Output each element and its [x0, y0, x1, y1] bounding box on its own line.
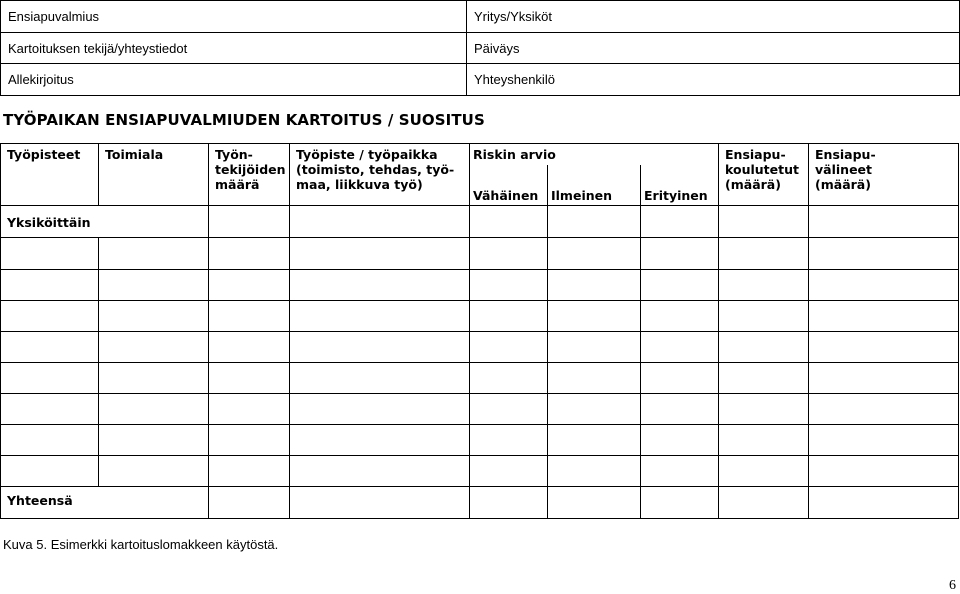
table-cell[interactable]	[209, 487, 290, 519]
table-cell[interactable]	[641, 425, 719, 456]
header-erityinen: Erityinen	[641, 165, 719, 206]
header-row	[1, 144, 959, 165]
table-cell[interactable]	[209, 332, 290, 363]
field-yhteyshenkilo[interactable]: Yhteyshenkilö	[467, 63, 959, 94]
table-cell[interactable]	[290, 456, 470, 487]
table-cell[interactable]	[809, 301, 959, 332]
header-toimiala: Toimiala	[99, 144, 209, 206]
table-cell[interactable]	[548, 301, 641, 332]
info-right-column	[467, 1, 959, 95]
table-cell[interactable]	[548, 332, 641, 363]
table-cell[interactable]	[290, 487, 470, 519]
field-kartoituksen-tekija[interactable]: Kartoituksen tekijä/yhteystiedot	[1, 32, 466, 63]
field-paivays[interactable]: Päiväys	[467, 32, 959, 63]
table-cell[interactable]	[99, 456, 209, 487]
table-cell[interactable]	[209, 270, 290, 301]
table-cell[interactable]	[99, 394, 209, 425]
table-cell[interactable]	[209, 456, 290, 487]
total-row	[1, 487, 959, 519]
table-cell[interactable]	[548, 487, 641, 519]
table-row	[1, 332, 959, 363]
table-cell[interactable]	[548, 425, 641, 456]
table-cell[interactable]	[548, 394, 641, 425]
page-title: TYÖPAIKAN ENSIAPUVALMIUDEN KARTOITUS / SUOSITUS	[3, 111, 485, 129]
total-label: Yhteensä	[1, 487, 209, 519]
table-cell[interactable]	[1, 238, 99, 270]
table-cell[interactable]	[470, 425, 548, 456]
table-cell[interactable]	[99, 301, 209, 332]
table-cell[interactable]	[290, 363, 470, 394]
survey-table	[0, 143, 959, 519]
header-ensiapuvalineet: Ensiapu- välineet (määrä)	[809, 144, 959, 206]
table-cell[interactable]	[1, 456, 99, 487]
table-cell[interactable]	[1, 394, 99, 425]
table-cell[interactable]	[719, 487, 809, 519]
table-cell[interactable]	[1, 301, 99, 332]
table-cell[interactable]	[641, 363, 719, 394]
table-cell[interactable]	[809, 425, 959, 456]
table-row	[1, 425, 959, 456]
table-cell[interactable]	[290, 301, 470, 332]
table-cell[interactable]	[1, 332, 99, 363]
table-cell[interactable]	[809, 363, 959, 394]
table-cell[interactable]	[719, 363, 809, 394]
table-cell[interactable]	[641, 270, 719, 301]
table-cell[interactable]	[290, 425, 470, 456]
page-number: 6	[949, 578, 956, 593]
table-row	[1, 238, 959, 270]
table-cell[interactable]	[209, 425, 290, 456]
table-cell[interactable]	[99, 363, 209, 394]
field-ensiapuvalmius[interactable]: Ensiapuvalmius	[8, 9, 100, 24]
table-cell[interactable]	[209, 238, 290, 270]
table-cell[interactable]	[809, 394, 959, 425]
table-cell[interactable]	[99, 332, 209, 363]
table-row	[1, 301, 959, 332]
table-cell[interactable]	[470, 301, 548, 332]
table-cell[interactable]	[1, 363, 99, 394]
table-cell[interactable]	[719, 206, 809, 238]
table-cell[interactable]	[470, 394, 548, 425]
table-cell[interactable]	[641, 206, 719, 238]
table-cell[interactable]	[809, 206, 959, 238]
field-yritys[interactable]: Yritys/Yksiköt	[474, 9, 553, 24]
table-cell[interactable]	[719, 332, 809, 363]
table-cell[interactable]	[1, 270, 99, 301]
header-ilmeinen: Ilmeinen	[548, 165, 641, 206]
table-cell[interactable]	[641, 301, 719, 332]
table-cell[interactable]	[470, 332, 548, 363]
table-cell[interactable]	[99, 238, 209, 270]
table-cell[interactable]	[548, 456, 641, 487]
figure-caption: Kuva 5. Esimerkki kartoituslomakkeen käytöstä.	[3, 537, 279, 552]
table-cell[interactable]	[641, 394, 719, 425]
header-ensiapukoulutetut: Ensiapu- koulutetut (määrä)	[719, 144, 809, 206]
table-cell[interactable]	[470, 270, 548, 301]
field-allekirjoitus[interactable]: Allekirjoitus	[1, 63, 466, 94]
table-cell[interactable]	[470, 363, 548, 394]
table-cell[interactable]	[290, 394, 470, 425]
table-cell[interactable]	[99, 270, 209, 301]
table-cell[interactable]	[290, 206, 470, 238]
table-cell[interactable]	[641, 456, 719, 487]
table-cell[interactable]	[641, 487, 719, 519]
table-cell[interactable]	[209, 206, 290, 238]
table-cell[interactable]	[290, 238, 470, 270]
table-cell[interactable]	[809, 332, 959, 363]
header-tyopiste: Työpiste / työpaikka (toimisto, tehdas, työ- maa, liikkuva työ)	[290, 144, 470, 206]
header-vahainen: Vähäinen	[470, 165, 548, 206]
table-cell[interactable]	[548, 270, 641, 301]
info-left-column	[1, 1, 467, 95]
header-riskin-arvio: Riskin arvio	[470, 144, 719, 165]
table-cell[interactable]	[719, 238, 809, 270]
table-cell[interactable]	[719, 425, 809, 456]
table-cell[interactable]	[719, 456, 809, 487]
table-cell[interactable]	[719, 394, 809, 425]
table-cell[interactable]	[719, 301, 809, 332]
table-cell[interactable]	[470, 238, 548, 270]
header-tyopisteet: Työpisteet	[1, 144, 99, 206]
table-row	[1, 394, 959, 425]
table-cell[interactable]	[209, 363, 290, 394]
header-tyontekijoiden-maara: Työn- tekijöiden määrä	[209, 144, 290, 206]
table-row	[1, 456, 959, 487]
table-cell[interactable]	[290, 332, 470, 363]
table-cell[interactable]	[470, 456, 548, 487]
table-cell[interactable]	[641, 238, 719, 270]
table-cell[interactable]	[809, 238, 959, 270]
table-row	[1, 363, 959, 394]
section-label-yksikoittain: Yksiköittäin	[1, 206, 209, 238]
table-cell[interactable]	[470, 487, 548, 519]
table-cell[interactable]	[470, 206, 548, 238]
table-cell[interactable]	[209, 394, 290, 425]
table-cell[interactable]	[548, 238, 641, 270]
table-cell[interactable]	[641, 332, 719, 363]
table-cell[interactable]	[719, 270, 809, 301]
table-cell[interactable]	[290, 270, 470, 301]
table-cell[interactable]	[809, 270, 959, 301]
table-cell[interactable]	[548, 363, 641, 394]
table-cell[interactable]	[209, 301, 290, 332]
section-row	[1, 206, 959, 238]
table-row	[1, 270, 959, 301]
table-cell[interactable]	[809, 456, 959, 487]
table-cell[interactable]	[548, 206, 641, 238]
table-cell[interactable]	[99, 425, 209, 456]
info-table	[0, 0, 960, 96]
table-cell[interactable]	[809, 487, 959, 519]
table-cell[interactable]	[1, 425, 99, 456]
